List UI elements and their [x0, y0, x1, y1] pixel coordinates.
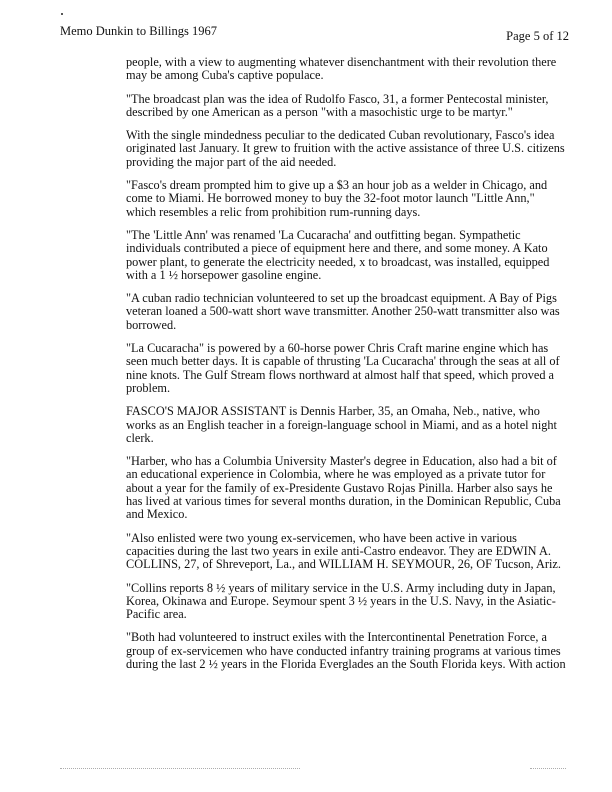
- paragraph-1: people, with a view to augmenting whatever disenchantment with their revolution there may be among Cuba's captive populace.: [126, 55, 557, 83]
- memo-body: [126, 56, 566, 681]
- memo-title: Memo Dunkin to Billings 1967: [60, 24, 217, 38]
- paragraph-10: "Also enlisted were two young ex-servicemen, who have been active in various capacities during the last two years in exile anti-Castro endeavor. They are EDWIN A. COLLINS, 27, of Shreveport, La., and WILLIAM H. SEYMOUR, 26, OF Tucson, Ariz.: [126, 530, 561, 572]
- paragraph-8: FASCO'S MAJOR ASSISTANT is Dennis Harber, 35, an Omaha, Neb., native, who works as an English teacher in a foreign-language school in Miami, and as a hotel night clerk.: [126, 404, 557, 445]
- footer-scan-artifact-right: [530, 768, 566, 772]
- paragraph-12: "Both had volunteered to instruct exiles with the Intercontinental Penetration Force, a group of ex-servicemen who have conducted infantry training programs at various times during the last 2 ½ years in the Florida Everglades an the South Florida keys. With action: [126, 630, 566, 671]
- scan-dot-mark: [61, 13, 63, 15]
- paragraph-11: "Collins reports 8 ½ years of military service in the U.S. Army including duty in Japan, Korea, Okinawa and Europe. Seymour spent 3 ½ years in the U.S. Navy, in the Asiatic-Pacific area.: [126, 580, 556, 622]
- paragraph-2: "The broadcast plan was the idea of Rudolfo Fasco, 31, a former Pentecostal minister, described by one American as a person "with a masochistic urge to be martyr.": [126, 91, 549, 119]
- paragraph-6: "A cuban radio technician volunteered to set up the broadcast equipment. A Bay of Pigs veteran loaned a 500-watt short wave transmitter. Another 250-watt transmitter also was borrowed.: [126, 291, 560, 332]
- paragraph-7: "La Cucaracha" is powered by a 60-horse power Chris Craft marine engine which has seen much better days. It is capable of thrusting 'La Cucaracha' through the seas at all of nine knots. The Gulf Stream flows northward at almost half that speed, which proved a problem.: [126, 341, 560, 395]
- paragraph-3: With the single mindedness peculiar to the dedicated Cuban revolutionary, Fasco's idea originated last January. It grew to fruition with the active assistance of three U.S. citizens providing the major part of the aid needed.: [126, 128, 565, 169]
- paragraph-9: "Harber, who has a Columbia University Master's degree in Education, also had a bit of an educational experience in Colombia, where he was employed as a private tutor for about a year for the family of ex-Presidente Gustavo Rojas Pinilla. Harber also says he has lived at various times for several months duration, in the Dominican Republic, Cuba and Mexico.: [126, 454, 561, 522]
- footer-scan-artifact: [60, 768, 300, 772]
- paragraph-4: "Fasco's dream prompted him to give up a $3 an hour job as a welder in Chicago, and come to Miami. He borrowed money to buy the 32-foot motor launch "Little Ann," which resembles a relic from prohibition rum-running days.: [126, 178, 548, 219]
- page-number: Page 5 of 12: [506, 29, 569, 43]
- paragraph-5: "The 'Little Ann' was renamed 'La Cucaracha' and outfitting began. Sympathetic individuals contributed a piece of equipment here and there, and some money. A Kato power plant, to generate the electricity needed, x to broadcast, was installed, equipped with a 1 ½ horsepower gasoline engine.: [126, 227, 550, 282]
